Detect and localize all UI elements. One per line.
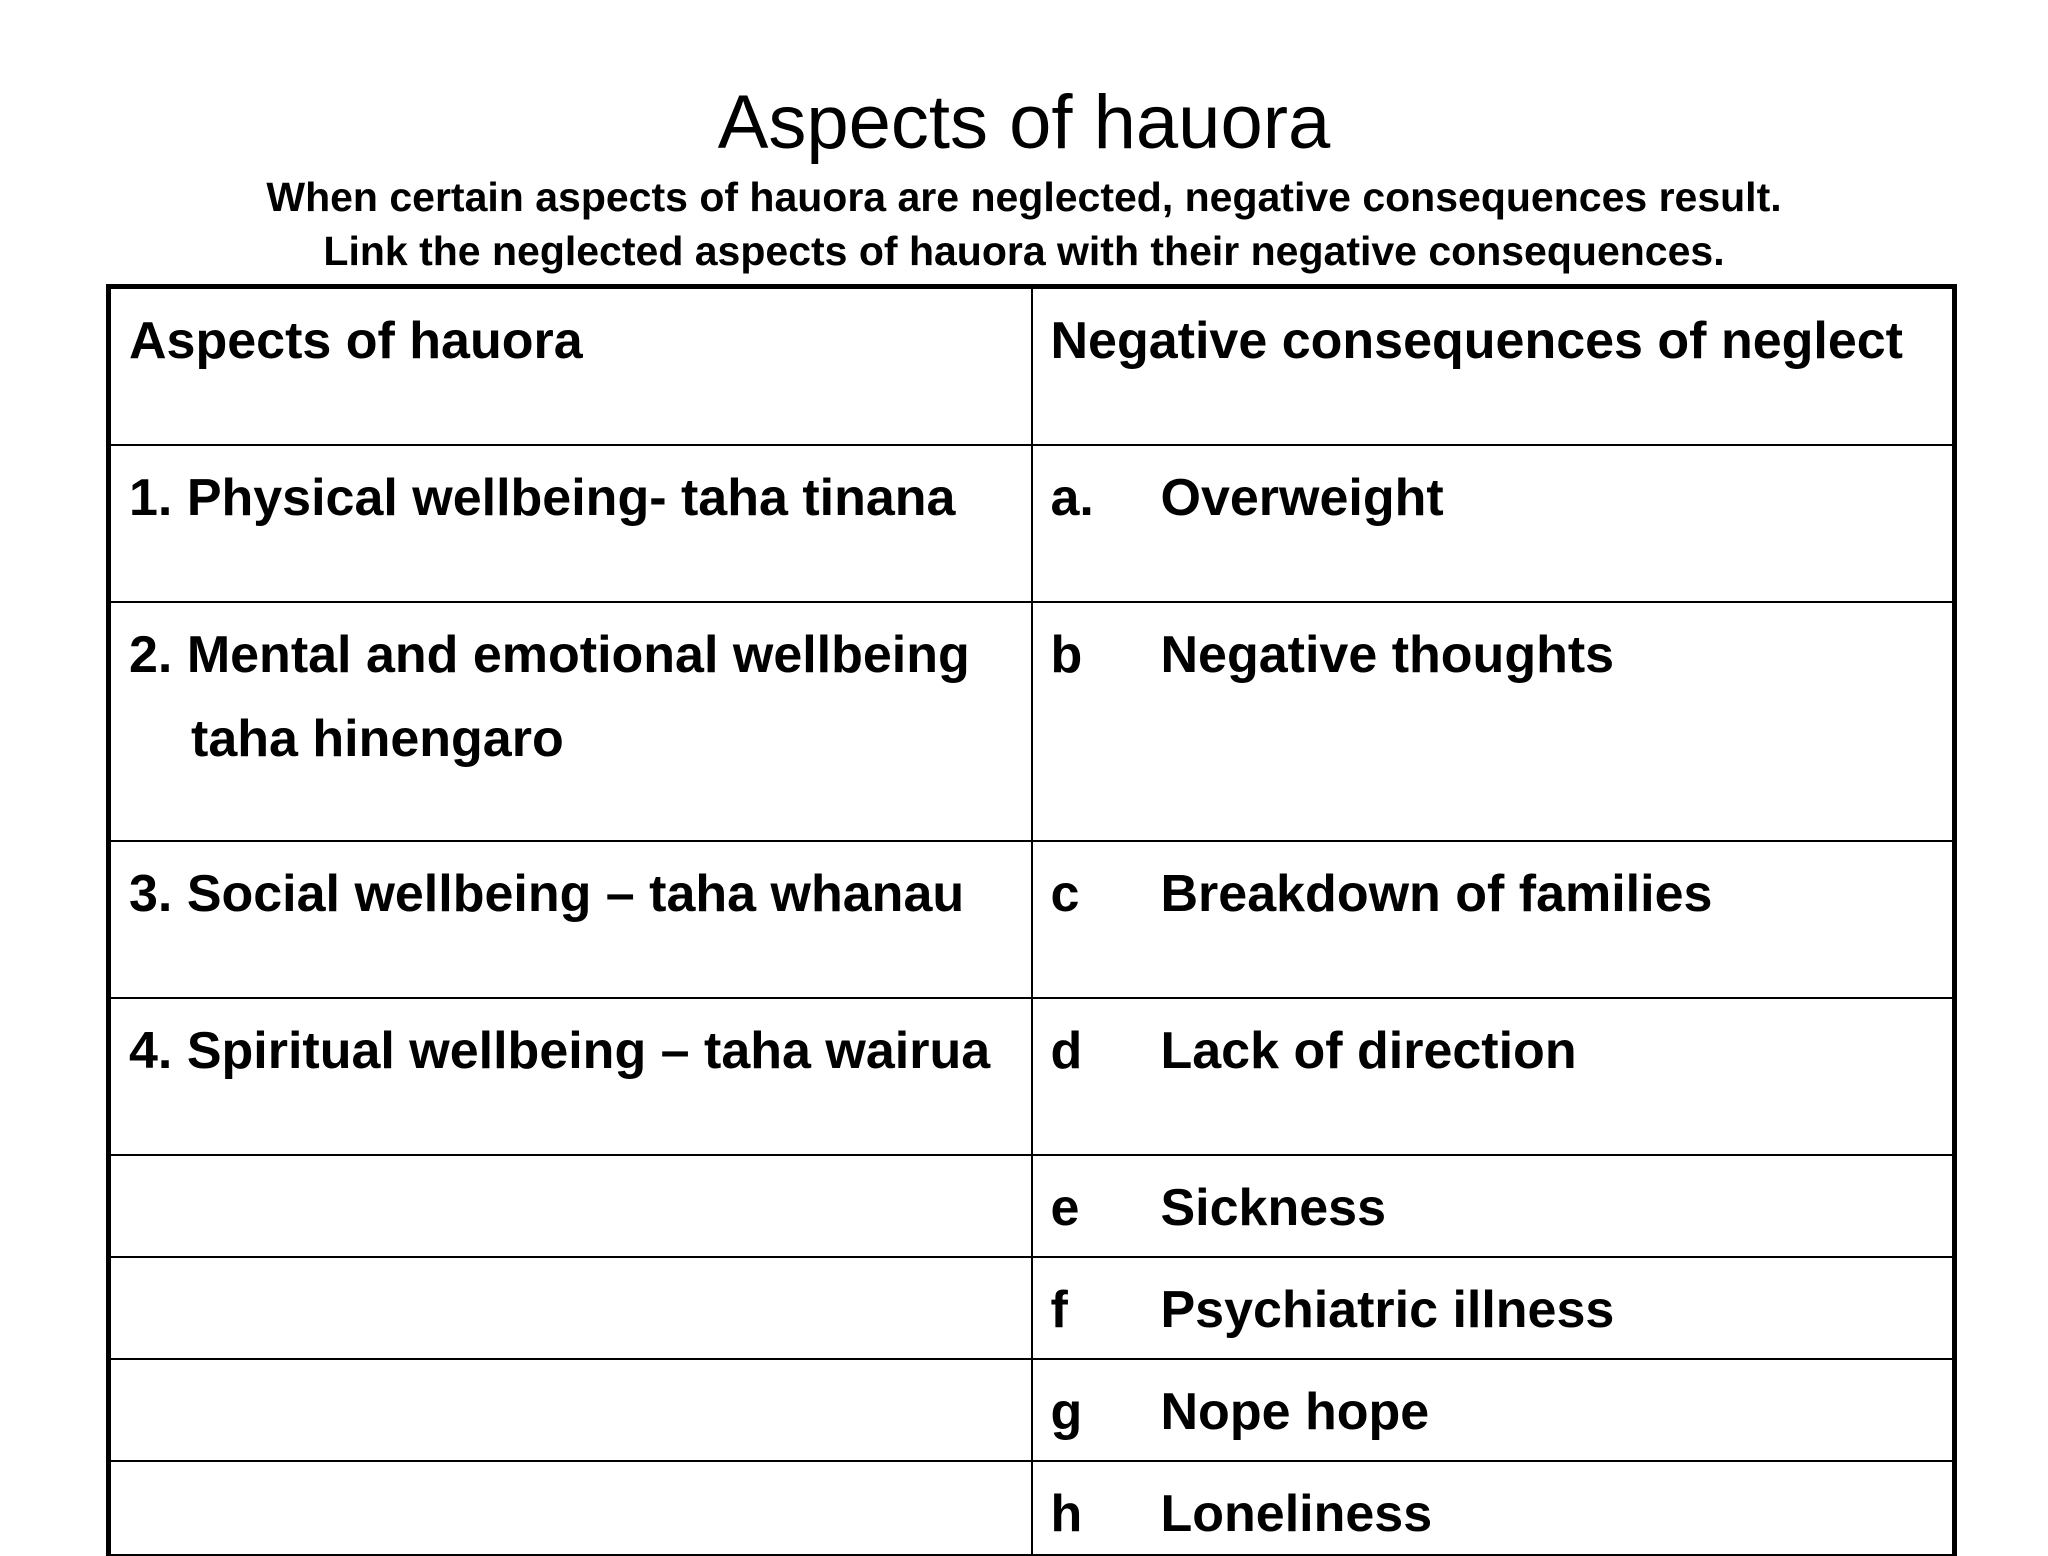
consequence-cell <box>1032 1461 1955 1555</box>
table-row <box>109 998 1955 1155</box>
table-row <box>109 1359 1955 1461</box>
consequence-cell <box>1032 1359 1955 1461</box>
consequence-cell <box>1032 1257 1955 1359</box>
table-row <box>109 1257 1955 1359</box>
consequence-text: Overweight <box>1160 468 1444 527</box>
consequence-cell <box>1032 841 1955 998</box>
consequence-letter: a. <box>1050 468 1094 527</box>
table-header-row <box>109 287 1955 445</box>
consequence-letter: h <box>1050 1484 1083 1543</box>
aspect-cell <box>109 445 1032 602</box>
consequence-letter: d <box>1050 1021 1083 1080</box>
consequence-letter: g <box>1050 1382 1083 1441</box>
table-row <box>109 1155 1955 1257</box>
aspect-label: 2. Mental and emotional wellbeing <box>129 625 970 684</box>
consequence-cell <box>1032 998 1955 1155</box>
aspect-cell <box>109 602 1032 841</box>
aspect-label: 4. Spiritual wellbeing – taha wairua <box>129 1021 991 1080</box>
consequence-letter: c <box>1050 864 1080 923</box>
consequence-text: Sickness <box>1160 1178 1386 1237</box>
aspect-cell <box>109 841 1032 998</box>
aspect-cell-empty <box>109 1359 1032 1461</box>
consequence-text: Loneliness <box>1160 1484 1433 1543</box>
table-row <box>109 445 1955 602</box>
aspect-cell <box>109 998 1032 1155</box>
instructions <box>0 170 2048 278</box>
table-row <box>109 1461 1955 1555</box>
aspect-cell-empty <box>109 1461 1032 1555</box>
table-row <box>109 841 1955 998</box>
consequence-cell <box>1032 1155 1955 1257</box>
consequence-cell <box>1032 602 1955 841</box>
consequence-text: Negative thoughts <box>1160 625 1615 684</box>
aspect-label: 1. Physical wellbeing- taha tinana <box>129 468 956 527</box>
instruction-line: Link the neglected aspects of hauora with their negative consequences. <box>323 228 1725 274</box>
consequence-letter: b <box>1050 625 1083 684</box>
consequence-text: Breakdown of families <box>1160 864 1713 923</box>
instruction-line: When certain aspects of hauora are neglected, negative consequences result. <box>266 174 1782 220</box>
aspect-cell-empty <box>109 1257 1032 1359</box>
aspect-cell-empty <box>109 1155 1032 1257</box>
aspect-label: 3. Social wellbeing – taha whanau <box>129 864 965 923</box>
consequence-text: Nope hope <box>1160 1382 1430 1441</box>
consequence-text: Psychiatric illness <box>1160 1280 1615 1339</box>
page-title: Aspects of hauora <box>717 80 1331 165</box>
column-header-consequences: Negative consequences of neglect <box>1032 287 1955 445</box>
consequence-letter: f <box>1050 1280 1068 1339</box>
consequence-cell <box>1032 445 1955 602</box>
column-header-aspects: Aspects of hauora <box>109 287 1032 445</box>
consequence-letter: e <box>1050 1178 1080 1237</box>
consequence-text: Lack of direction <box>1160 1021 1577 1080</box>
matching-table <box>106 284 1957 1556</box>
aspect-maori-name: taha hinengaro <box>191 709 564 768</box>
table-row <box>109 602 1955 841</box>
